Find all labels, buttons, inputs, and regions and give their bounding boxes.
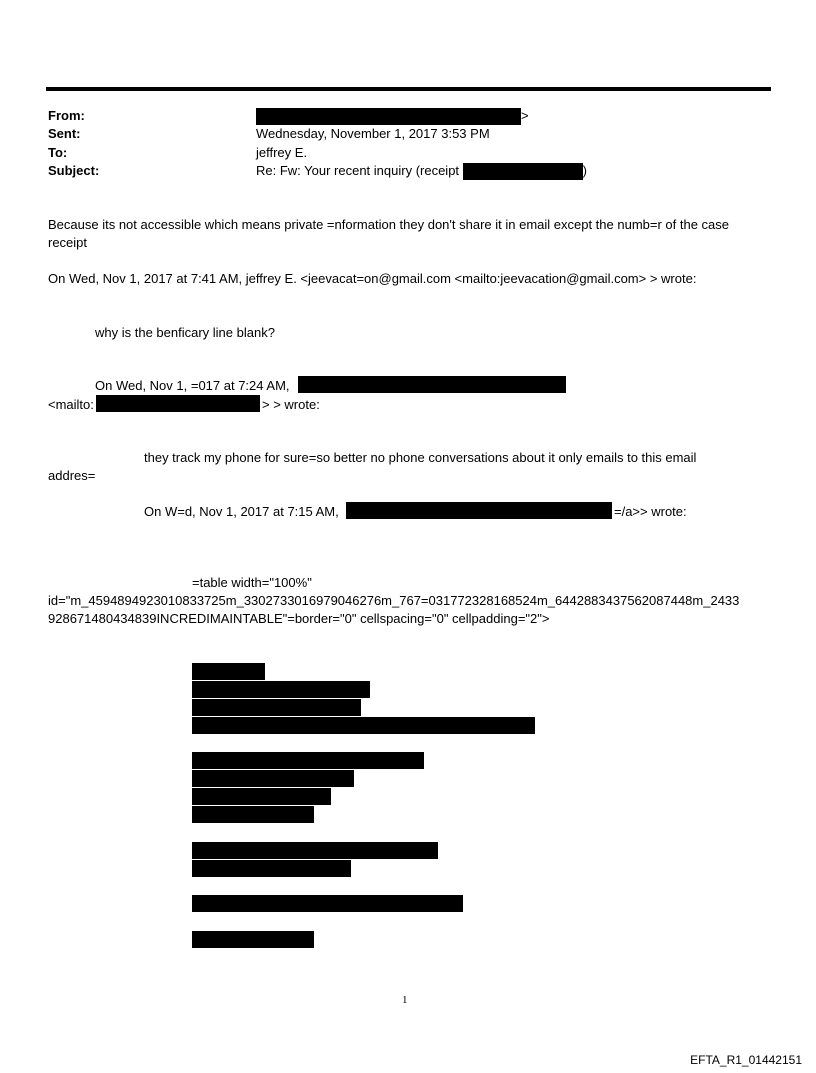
- redaction-bar: [192, 717, 535, 734]
- quote-header-1: On Wed, Nov 1, 2017 at 7:41 AM, jeffrey E. <jeevacat=on@gmail.com <mailto:jeevacation@gmail.com> > wrote:: [48, 271, 697, 286]
- subject-prefix: Re: Fw: Your recent inquiry (receipt: [256, 163, 460, 178]
- quote-header-2-mailto: <mailto:: [48, 397, 94, 412]
- redaction-bar: [192, 931, 314, 948]
- redaction-bar: [192, 860, 351, 877]
- quote-header-2-suffix: > > wrote:: [262, 397, 320, 412]
- quote-header-3: On W=d, Nov 1, 2017 at 7:15 AM,: [144, 504, 339, 519]
- redaction-bar: [256, 108, 521, 125]
- page-number: 1: [402, 994, 408, 1006]
- question-text: why is the benficary line blank?: [95, 325, 275, 340]
- redaction-bar: [192, 788, 331, 805]
- quote-header-2: On Wed, Nov 1, =017 at 7:24 AM,: [95, 378, 290, 393]
- table-markup-line3: 928671480434839INCREDIMAINTABLE"=border="0" cellspacing="0" cellpadding="2">: [48, 611, 550, 626]
- track-line1: they track my phone for sure=so better no phone conversations about it only emails to this email: [144, 450, 697, 465]
- redaction-bar: [463, 163, 583, 180]
- redaction-bar: [192, 770, 354, 787]
- redaction-bar: [96, 395, 260, 412]
- subject-value: [256, 162, 587, 180]
- from-suffix: >: [521, 108, 529, 123]
- from-value: [256, 107, 529, 125]
- header-rule: [46, 87, 771, 91]
- quote-header-3-suffix: =/a>> wrote:: [614, 504, 687, 519]
- document-id: EFTA_R1_01442151: [690, 1053, 802, 1067]
- sent-label: Sent:: [48, 126, 81, 141]
- body-paragraph-line1: Because its not accessible which means private =nformation they don't share it in email except the numb=r of the case: [48, 217, 730, 232]
- redaction-bar: [192, 681, 370, 698]
- to-value: jeffrey E.: [256, 145, 308, 160]
- body-paragraph-line2: receipt: [48, 235, 88, 250]
- redaction-bar: [346, 502, 612, 519]
- table-markup-line1: =table width="100%": [192, 575, 312, 590]
- redaction-bar: [192, 842, 438, 859]
- to-label: To:: [48, 145, 68, 160]
- redaction-bar: [192, 806, 314, 823]
- sent-value: Wednesday, November 1, 2017 3:53 PM: [256, 126, 490, 141]
- table-markup-line2: id="m_4594894923010833725m_3302733016979046276m_767=031772328168524m_6442883437562087448m_2433: [48, 593, 740, 608]
- subject-label: Subject:: [48, 163, 100, 178]
- redaction-bar: [192, 895, 463, 912]
- redaction-bar: [298, 376, 566, 393]
- redaction-bar: [192, 699, 361, 716]
- subject-suffix: ): [582, 163, 588, 178]
- redaction-bar: [192, 752, 424, 769]
- track-line2: addres=: [48, 468, 96, 483]
- redaction-bar: [192, 663, 265, 680]
- from-label: From:: [48, 108, 85, 123]
